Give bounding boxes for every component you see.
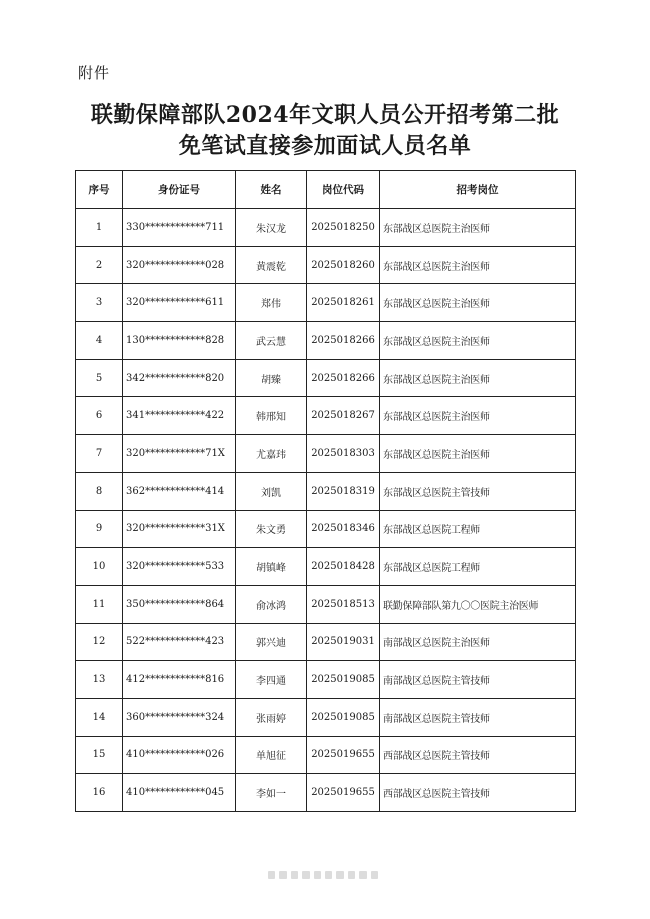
cell-position: 东部战区总医院主治医师 <box>380 284 576 322</box>
cell-id-number: 320************71X <box>123 435 236 473</box>
page-footer-watermark <box>268 868 378 882</box>
cell-name: 李如一 <box>236 774 307 812</box>
table-row <box>76 548 576 586</box>
table-row <box>76 246 576 284</box>
cell-name: 尤嘉玮 <box>236 435 307 473</box>
cell-position: 西部战区总医院主管技师 <box>380 774 576 812</box>
cell-position-code: 2025018319 <box>307 472 380 510</box>
cell-id-number: 320************533 <box>123 548 236 586</box>
cell-position-code: 2025019655 <box>307 736 380 774</box>
cell-index: 5 <box>76 359 123 397</box>
cell-position: 东部战区总医院工程师 <box>380 510 576 548</box>
page-title-line-2: 免笔试直接参加面试人员名单 <box>178 133 472 159</box>
cell-index: 9 <box>76 510 123 548</box>
cell-name: 武云慧 <box>236 322 307 360</box>
table-row <box>76 585 576 623</box>
cell-index: 10 <box>76 548 123 586</box>
cell-id-number: 320************31X <box>123 510 236 548</box>
cell-id-number: 522************423 <box>123 623 236 661</box>
cell-position-code: 2025019031 <box>307 623 380 661</box>
cell-position: 东部战区总医院工程师 <box>380 548 576 586</box>
cell-position: 南部战区总医院主治医师 <box>380 623 576 661</box>
cell-id-number: 320************611 <box>123 284 236 322</box>
page-title-line-1: 联勤保障部队2024年文职人员公开招考第二批 <box>90 102 560 128</box>
cell-id-number: 412************816 <box>123 661 236 699</box>
header-index: 序号 <box>76 171 123 209</box>
table-row <box>76 284 576 322</box>
cell-id-number: 410************045 <box>123 774 236 812</box>
cell-position-code: 2025019655 <box>307 774 380 812</box>
cell-position-code: 2025018260 <box>307 246 380 284</box>
cell-index: 1 <box>76 209 123 247</box>
cell-index: 11 <box>76 585 123 623</box>
table-row <box>76 774 576 812</box>
cell-index: 8 <box>76 472 123 510</box>
table-row <box>76 209 576 247</box>
cell-id-number: 341************422 <box>123 397 236 435</box>
cell-position: 南部战区总医院主管技师 <box>380 661 576 699</box>
header-position-code: 岗位代码 <box>307 171 380 209</box>
cell-name: 胡臻 <box>236 359 307 397</box>
cell-position: 东部战区总医院主管技师 <box>380 472 576 510</box>
cell-id-number: 360************324 <box>123 698 236 736</box>
cell-position: 西部战区总医院主管技师 <box>380 736 576 774</box>
cell-position-code: 2025018513 <box>307 585 380 623</box>
table-row <box>76 736 576 774</box>
header-id-number: 身份证号 <box>123 171 236 209</box>
cell-id-number: 130************828 <box>123 322 236 360</box>
cell-name: 胡镇峰 <box>236 548 307 586</box>
table-row <box>76 359 576 397</box>
cell-index: 3 <box>76 284 123 322</box>
cell-id-number: 410************026 <box>123 736 236 774</box>
cell-name: 郭兴迪 <box>236 623 307 661</box>
cell-index: 4 <box>76 322 123 360</box>
table-row <box>76 435 576 473</box>
cell-name: 朱文勇 <box>236 510 307 548</box>
cell-id-number: 342************820 <box>123 359 236 397</box>
cell-index: 6 <box>76 397 123 435</box>
cell-index: 13 <box>76 661 123 699</box>
attachment-label: 附件 <box>78 64 111 82</box>
cell-index: 2 <box>76 246 123 284</box>
cell-position-code: 2025018261 <box>307 284 380 322</box>
table-row <box>76 397 576 435</box>
cell-name: 张雨婷 <box>236 698 307 736</box>
cell-position-code: 2025018266 <box>307 359 380 397</box>
cell-id-number: 320************028 <box>123 246 236 284</box>
cell-name: 朱汉龙 <box>236 209 307 247</box>
table-row <box>76 698 576 736</box>
cell-position: 东部战区总医院主治医师 <box>380 359 576 397</box>
table-row <box>76 661 576 699</box>
cell-position: 东部战区总医院主治医师 <box>380 435 576 473</box>
cell-name: 郑伟 <box>236 284 307 322</box>
table-row <box>76 510 576 548</box>
cell-index: 7 <box>76 435 123 473</box>
cell-position-code: 2025018250 <box>307 209 380 247</box>
cell-name: 单旭征 <box>236 736 307 774</box>
cell-name: 李四通 <box>236 661 307 699</box>
cell-position: 东部战区总医院主治医师 <box>380 397 576 435</box>
cell-id-number: 362************414 <box>123 472 236 510</box>
table-header-row <box>76 171 576 209</box>
cell-position: 东部战区总医院主治医师 <box>380 322 576 360</box>
cell-index: 16 <box>76 774 123 812</box>
candidate-table <box>75 170 576 812</box>
cell-position: 联勤保障部队第九〇〇医院主治医师 <box>380 585 576 623</box>
cell-id-number: 350************864 <box>123 585 236 623</box>
cell-index: 15 <box>76 736 123 774</box>
cell-position: 南部战区总医院主管技师 <box>380 698 576 736</box>
cell-position-code: 2025019085 <box>307 698 380 736</box>
cell-name: 俞冰鸿 <box>236 585 307 623</box>
header-position: 招考岗位 <box>380 171 576 209</box>
cell-position-code: 2025019085 <box>307 661 380 699</box>
cell-position-code: 2025018266 <box>307 322 380 360</box>
cell-name: 刘凯 <box>236 472 307 510</box>
cell-id-number: 330************711 <box>123 209 236 247</box>
cell-name: 黄震乾 <box>236 246 307 284</box>
cell-position-code: 2025018303 <box>307 435 380 473</box>
cell-position-code: 2025018428 <box>307 548 380 586</box>
cell-position: 东部战区总医院主治医师 <box>380 209 576 247</box>
cell-position-code: 2025018267 <box>307 397 380 435</box>
header-name: 姓名 <box>236 171 307 209</box>
cell-name: 韩邢知 <box>236 397 307 435</box>
cell-index: 12 <box>76 623 123 661</box>
table-row <box>76 472 576 510</box>
table-row <box>76 623 576 661</box>
cell-position-code: 2025018346 <box>307 510 380 548</box>
cell-position: 东部战区总医院主治医师 <box>380 246 576 284</box>
table-row <box>76 322 576 360</box>
cell-index: 14 <box>76 698 123 736</box>
